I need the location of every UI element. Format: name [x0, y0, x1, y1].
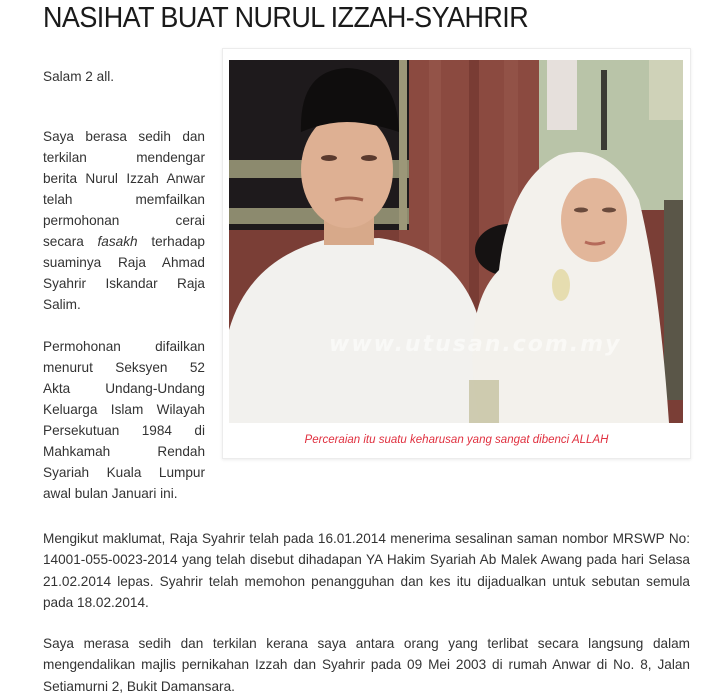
text-line: Mahkamah Rendah — [43, 444, 205, 459]
text-line-with-italic — [43, 231, 205, 252]
intro-column — [43, 66, 205, 504]
couple-photo — [229, 60, 683, 423]
text-line: awal bulan Januari ini. — [43, 486, 178, 501]
text-line: Akta Undang-Undang — [43, 381, 205, 396]
text-line: Salim. — [43, 297, 81, 312]
text-line: permohonan cerai — [43, 213, 205, 228]
text-line: Saya berasa sedih dan — [43, 129, 205, 144]
text-line: Keluarga Islam Wilayah — [43, 402, 205, 417]
text-line: Persekutuan 1984 di — [43, 423, 205, 438]
body-paragraph-2: Saya merasa sedih dan terkilan kerana saya antara orang yang terlibat secara langsung dalam mengendalikan majlis pernikahan Izzah dan Syahrir pada 09 Mei 2003 di rumah Anwar di No. 8, Jalan Setiamurni 2, Bukit Damansara. — [43, 635, 690, 694]
photo-figure — [222, 48, 691, 459]
photo-watermark: www.utusan.com.my — [329, 332, 622, 357]
italic-term: fasakh — [97, 234, 138, 249]
text-fragment: terhadap — [137, 234, 205, 249]
text-line: Syariah Kuala Lumpur — [43, 465, 205, 480]
text-line: suaminya Raja Ahmad — [43, 255, 205, 270]
body-paragraph-1: Mengikut maklumat, Raja Syahrir telah pada 16.01.2014 menerima sesalinan saman nombor MRSWP No: 14001-055-0023-2014 yang telah disebut dihadapan YA Hakim Syariah Ab Malek Awang pada hari Selasa 21.02.2014 lepas. Syahrir telah memohon penangguhan dan kes itu dijadualkan untuk sebutan semula pada 18.02.2014. — [43, 530, 690, 611]
photo-caption: Perceraian itu suatu keharusan yang sangat dibenci ALLAH — [304, 434, 609, 446]
text-fragment: secara — [43, 234, 98, 249]
intro-paragraph-1 — [43, 126, 205, 315]
photo-illustration — [229, 60, 683, 423]
text-line: telah memfailkan — [43, 192, 205, 207]
greeting: Salam 2 all. — [43, 69, 115, 84]
text-line: menurut Seksyen 52 — [43, 360, 205, 375]
text-line: Permohonan difailkan — [43, 339, 205, 354]
article-title: NASIHAT BUAT NURUL IZZAH-SYAHRIR — [43, 2, 529, 34]
intro-paragraph-2 — [43, 336, 205, 504]
text-line: terkilan mendengar — [43, 150, 205, 165]
text-line: Syahrir Iskandar Raja — [43, 276, 205, 291]
text-line: berita Nurul Izzah Anwar — [43, 171, 205, 186]
